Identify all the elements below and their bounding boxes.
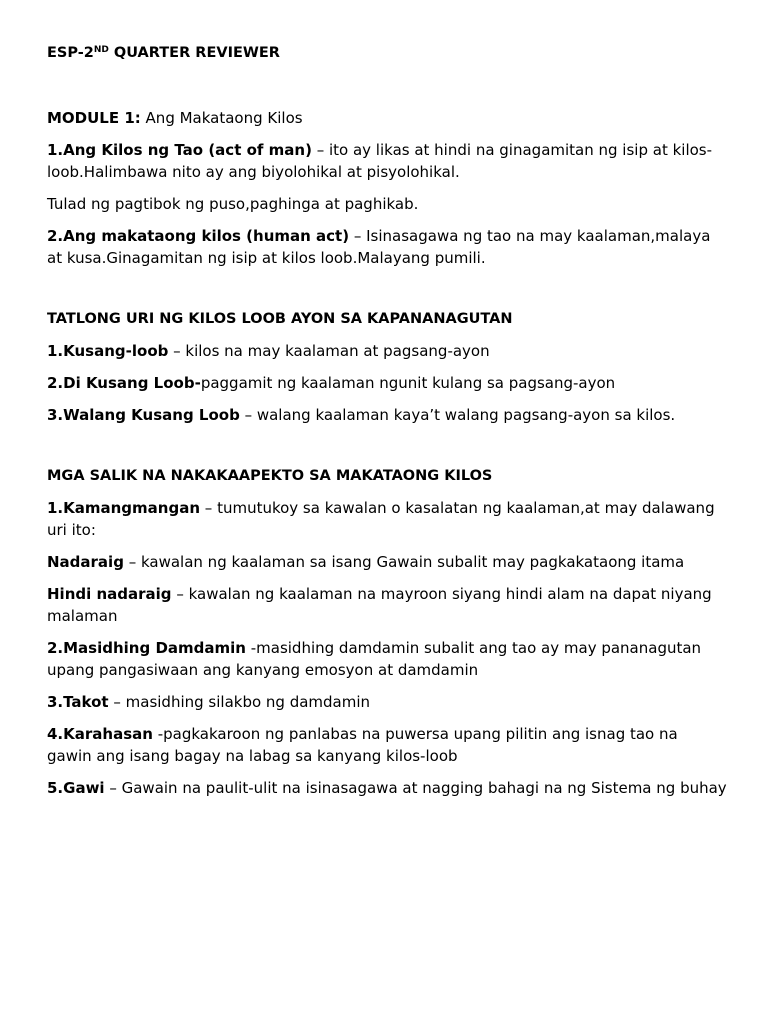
- paragraph-example: Tulad ng pagtibok ng puso,paghinga at paghikab.: [47, 195, 419, 213]
- title-superscript: ND: [93, 45, 109, 55]
- section-heading-salik: MGA SALIK NA NAKAKAAPEKTO SA MAKATAONG KILOS: [47, 468, 493, 484]
- title-suffix: QUARTER REVIEWER: [108, 45, 280, 61]
- item-term: 5.Gawi: [47, 779, 105, 797]
- list-item: [47, 637, 727, 681]
- list-item: [47, 551, 727, 573]
- list-item: [47, 340, 727, 362]
- item-term: 4.Karahasan: [47, 725, 153, 743]
- definition-kilos-ng-tao: – ito ay likas at hindi na ginagamitan ng isip at kilos-loob.Halimbawa nito ay ang biyolohikal at pisyolohikal.: [47, 141, 713, 181]
- term-kilos-ng-tao: 1.Ang Kilos ng Tao (act of man): [47, 141, 312, 159]
- item-definition: paggamit ng kaalaman ngunit kulang sa pagsang-ayon: [200, 374, 616, 392]
- list-item: [47, 691, 727, 713]
- item-term: 2.Masidhing Damdamin: [47, 639, 246, 657]
- item-term: 2.Di Kusang Loob-: [47, 374, 201, 392]
- item-definition: – masidhing silakbo ng damdamin: [108, 693, 371, 711]
- module-text: Ang Makataong Kilos: [140, 109, 303, 127]
- list-item: [47, 583, 727, 627]
- item-term: 3.Takot: [47, 693, 109, 711]
- definition-makataong-kilos: – Isinasagawa ng tao na may kaalaman,malaya at kusa.Ginagamitan ng isip at kilos loob.Malayang pumili.: [47, 227, 711, 267]
- item-definition: -pagkakaroon ng panlabas na puwersa upang pilitin ang isnag tao na gawin ang isang bagay na labag sa kanyang kilos-loob: [47, 725, 678, 765]
- paragraph-makataong-kilos: [47, 225, 727, 269]
- item-definition: – kawalan ng kaalaman sa isang Gawain subalit may pagkakataong itama: [123, 553, 685, 571]
- list-item: [47, 372, 727, 394]
- item-term: Nadaraig: [47, 553, 124, 571]
- item-definition: – walang kaalaman kaya’t walang pagsang-ayon sa kilos.: [239, 406, 676, 424]
- item-term: 1.Kusang-loob: [47, 342, 169, 360]
- item-definition: – Gawain na paulit-ulit na isinasagawa at nagging bahagi na ng Sistema ng buhay: [104, 779, 727, 797]
- list-item: [47, 777, 727, 799]
- module-heading: [47, 107, 727, 129]
- module-label: MODULE 1:: [47, 109, 141, 127]
- section-heading-uri: TATLONG URI NG KILOS LOOB AYON SA KAPANANAGUTAN: [47, 311, 513, 327]
- item-definition: -masidhing damdamin subalit ang tao ay may pananagutan upang pangasiwaan ang kanyang emosyon at damdamin: [47, 639, 702, 679]
- term-makataong-kilos: 2.Ang makataong kilos (human act): [47, 227, 350, 245]
- paragraph-kilos-ng-tao: [47, 139, 727, 183]
- item-definition: – kawalan ng kaalaman na mayroon siyang hindi alam na dapat niyang malaman: [47, 585, 712, 625]
- title-prefix: ESP-2: [47, 45, 94, 61]
- document-page: [47, 42, 727, 799]
- list-item: [47, 497, 727, 541]
- item-definition: – kilos na may kaalaman at pagsang-ayon: [168, 342, 490, 360]
- item-term: 1.Kamangmangan: [47, 499, 201, 517]
- item-term: 3.Walang Kusang Loob: [47, 406, 240, 424]
- item-definition: – tumutukoy sa kawalan o kasalatan ng kaalaman,at may dalawang uri ito:: [47, 499, 715, 539]
- document-title: [47, 42, 727, 64]
- item-term: Hindi nadaraig: [47, 585, 172, 603]
- list-item: [47, 723, 727, 767]
- list-item: [47, 404, 727, 426]
